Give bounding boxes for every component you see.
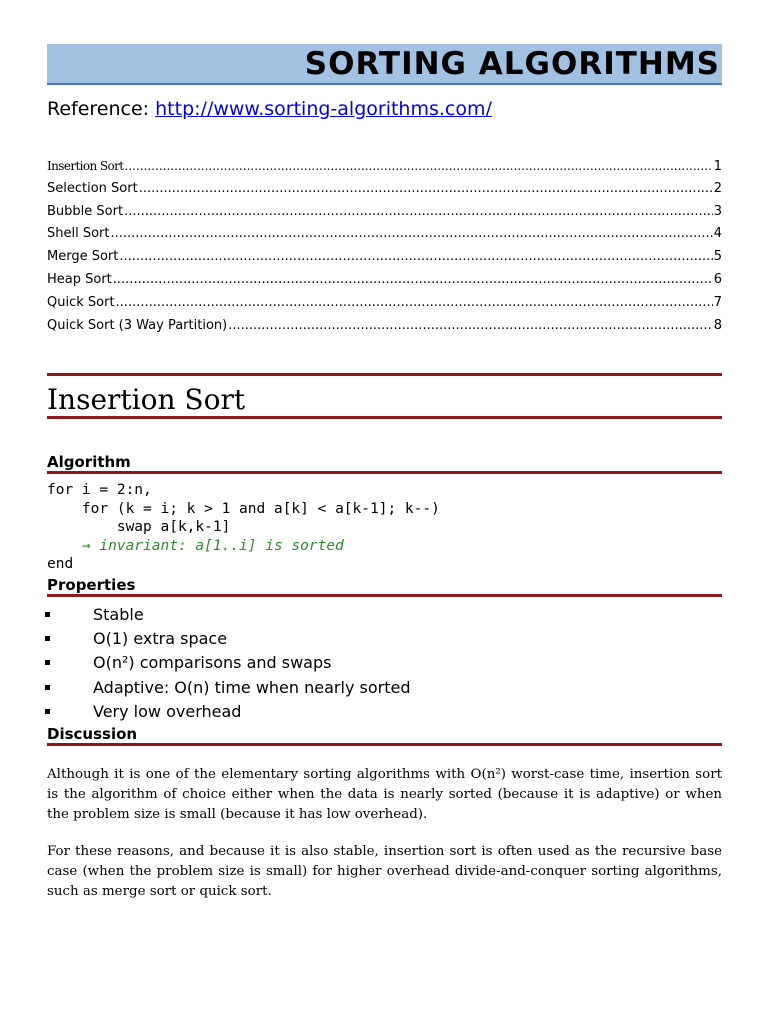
code-line: for (k = i; k > 1 and a[k] < a[k-1]; k--) [47,500,440,517]
toc-leader [111,224,713,244]
toc-label: Insertion Sort [47,159,124,173]
algorithm-heading: Algorithm [47,453,131,471]
toc-label: Shell Sort [47,226,110,242]
toc-item-heap-sort[interactable] [47,270,722,293]
reference-label: Reference: [47,98,150,120]
toc-page: 8 [713,317,722,333]
toc-item-bubble-sort[interactable] [47,202,722,225]
section-bottom-rule [47,416,722,419]
toc-item-selection-sort[interactable] [47,179,722,202]
list-item: Adaptive: O(n) time when nearly sorted [47,676,410,700]
toc-item-insertion-sort[interactable] [47,156,722,179]
toc-page: 2 [713,180,722,196]
list-item: O(1) extra space [47,627,410,651]
bullet-icon [45,636,50,641]
discussion-paragraph: Although it is one of the elementary sorting algorithms with O(n²) worst-case time, insertion sort is the algorithm of choice either when the data is nearly sorted (because it is adaptive) or when the problem size is small (because it has low overhead). [47,767,722,822]
toc-leader [125,156,713,176]
toc-page: 6 [713,271,722,287]
toc-page: 7 [713,294,722,310]
list-item: Very low overhead [47,700,410,724]
bullet-icon [45,660,50,665]
bullet-icon [45,685,50,690]
toc-item-quick-sort-3-way[interactable] [47,316,722,339]
properties-heading: Properties [47,576,136,594]
bullet-icon [45,612,50,617]
bullet-icon [45,709,50,714]
table-of-contents [47,156,722,338]
section-heading: Insertion Sort [47,383,246,416]
algorithm-rule [47,471,722,474]
toc-leader [116,293,713,313]
toc-label: Heap Sort [47,271,112,287]
toc-page: 5 [713,249,722,265]
algorithm-code [47,481,440,574]
toc-item-merge-sort[interactable] [47,247,722,270]
toc-leader [119,247,712,267]
discussion-heading: Discussion [47,725,138,743]
toc-label: Quick Sort (3 Way Partition) [47,317,228,333]
discussion-paragraph: For these reasons, and because it is also stable, insertion sort is often used as the recursive base case (when the problem size is small) for higher overhead divide-and-conquer sorting algorithms, such as merge sort or quick sort. [47,844,722,899]
code-line: swap a[k,k-1] [47,519,231,535]
discussion-rule [47,743,722,746]
section-top-rule [47,373,722,376]
toc-item-shell-sort[interactable] [47,224,722,247]
list-item: O(n²) comparisons and swaps [47,651,410,675]
toc-page: 4 [713,226,722,242]
list-item: Stable [47,603,410,627]
reference-link[interactable]: http://www.sorting-algorithms.com/ [155,98,492,120]
toc-label: Bubble Sort [47,203,124,219]
toc-page: 1 [713,159,722,174]
toc-item-quick-sort[interactable] [47,293,722,316]
toc-label: Selection Sort [47,180,138,196]
properties-rule [47,594,722,597]
toc-label: Quick Sort [47,294,115,310]
reference-line [47,96,492,122]
title-banner [47,44,722,85]
toc-leader [139,179,713,199]
document-title: SORTING ALGORITHMS [304,46,720,82]
code-indent [47,538,82,554]
properties-list [47,603,410,724]
toc-leader [124,202,713,222]
toc-page: 3 [713,203,722,219]
toc-label: Merge Sort [47,249,119,265]
code-comment: → invariant: a[1..i] is sorted [81,537,344,554]
code-line: end [47,556,74,572]
code-line: for i = 2:n, [47,482,152,498]
toc-leader [113,270,713,290]
toc-leader [228,316,713,336]
